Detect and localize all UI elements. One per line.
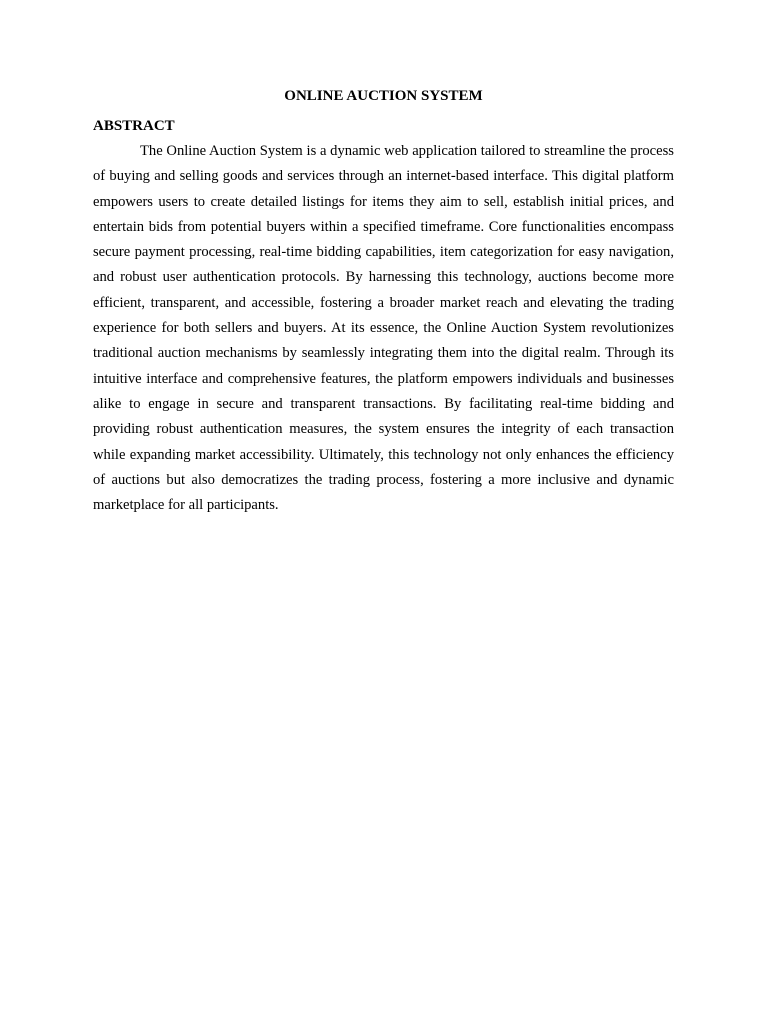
abstract-paragraph: The Online Auction System is a dynamic web application tailored to streamline the process of buying and selling goods and services through an internet-based interface. This digital platform empowers users to create detailed listings for items they aim to sell, establish initial prices, and entertain bids from potential buyers within a specified timeframe. Core functionalities encompass secure payment processing, real-time bidding capabilities, item categorization for easy navigation, and robust user authentication protocols. By harnessing this technology, auctions become more efficient, transparent, and accessible, fostering a broader market reach and elevating the trading experience for both sellers and buyers. At its essence, the Online Auction System revolutionizes traditional auction mechanisms by seamlessly integrating them into the digital realm. Through its intuitive interface and comprehensive features, the platform empowers individuals and businesses alike to engage in secure and transparent transactions. By facilitating real-time bidding and providing robust authentication measures, the system ensures the integrity of each transaction while expanding market accessibility. Ultimately, this technology not only enhances the efficiency of auctions but also democratizes the trading process, fostering a more inclusive and dynamic marketplace for all participants. — [93, 143, 674, 514]
document-page — [93, 86, 674, 518]
document-title: ONLINE AUCTION SYSTEM — [284, 88, 483, 104]
section-heading-abstract: ABSTRACT — [93, 118, 175, 134]
